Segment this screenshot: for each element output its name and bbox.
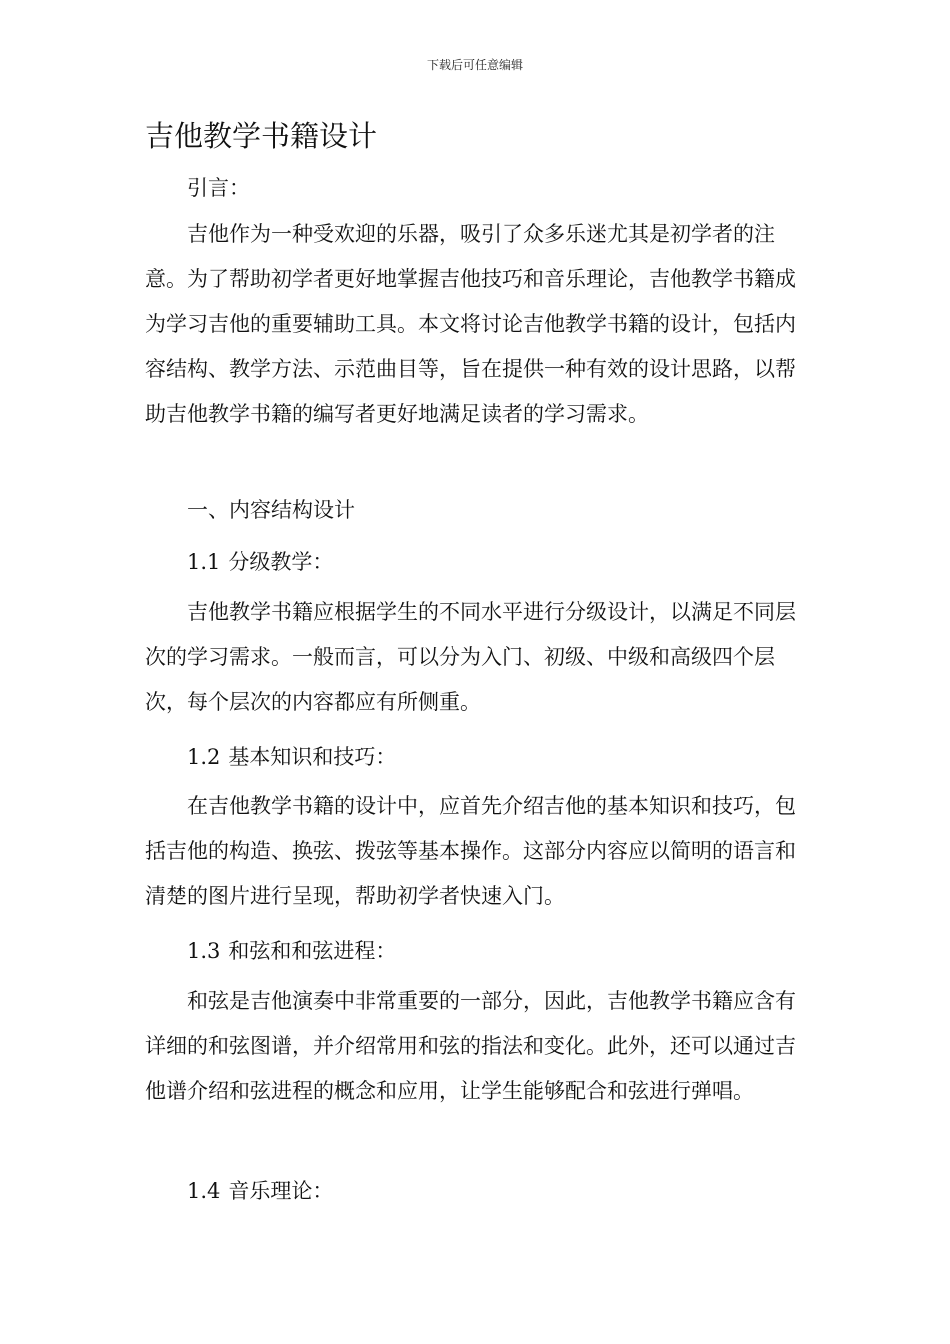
subsection-1-2-title: 基本知识和技巧： [228, 745, 397, 769]
subsection-1-4-number: 1.4 [187, 1179, 221, 1203]
subsection-1-2-heading [145, 735, 805, 780]
intro-paragraph: 吉他作为一种受欢迎的乐器，吸引了众多乐迷尤其是初学者的注意。为了帮助初学者更好地掌握吉他技巧和音乐理论，吉他教学书籍成为学习吉他的重要辅助工具。本文将讨论吉他教学书籍的设计，包括内容结构、教学方法、示范曲目等，旨在提供一种有效的设计思路，以帮助吉他教学书籍的编写者更好地满足读者的学习需求。 [145, 222, 796, 426]
subsection-1-3-number: 1.3 [187, 939, 221, 963]
subsection-1-2-number: 1.2 [187, 745, 221, 769]
subsection-1-1-title: 分级教学： [228, 550, 334, 574]
subsection-1-1-paragraph: 吉他教学书籍应根据学生的不同水平进行分级设计，以满足不同层次的学习需求。一般而言，可以分为入门、初级、中级和高级四个层次，每个层次的内容都应有所侧重。 [145, 600, 796, 714]
subsection-1-2-paragraph: 在吉他教学书籍的设计中，应首先介绍吉他的基本知识和技巧，包括吉他的构造、换弦、拨弦等基本操作。这部分内容应以简明的语言和清楚的图片进行呈现，帮助初学者快速入门。 [145, 794, 796, 908]
subsection-1-3-paragraph: 和弦是吉他演奏中非常重要的一部分，因此，吉他教学书籍应含有详细的和弦图谱，并介绍常用和弦的指法和变化。此外，还可以通过吉他谱介绍和弦进程的概念和应用，让学生能够配合和弦进行弹唱。 [145, 989, 796, 1103]
subsection-1-3-heading [145, 929, 805, 974]
subsection-1-1-number: 1.1 [187, 550, 221, 574]
download-note: 下载后可任意编辑 [426, 58, 523, 72]
subsection-1-3-title: 和弦和和弦进程： [228, 939, 397, 963]
section-1-heading: 一、内容结构设计 [187, 498, 355, 522]
subsection-1-4-title: 音乐理论： [228, 1179, 334, 1203]
subsection-1-4-heading [145, 1169, 805, 1214]
subsection-1-1-heading [145, 540, 805, 585]
document-title: 吉他教学书籍设计 [145, 119, 378, 153]
intro-label: 引言： [187, 176, 250, 200]
